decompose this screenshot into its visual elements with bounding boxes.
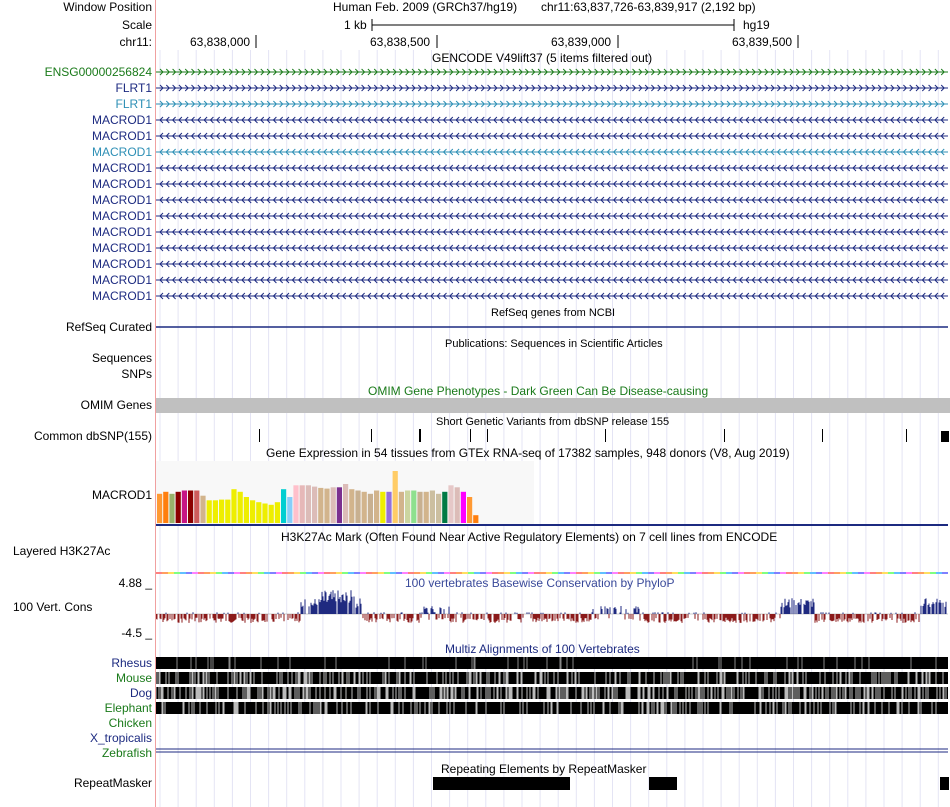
h3k-segment — [342, 572, 348, 574]
h3k-segment — [888, 572, 894, 574]
h3k-segment — [408, 572, 414, 574]
gtex-bar — [225, 500, 230, 523]
tick-label: 63,839,500 — [732, 35, 793, 49]
h3k-segment — [396, 572, 402, 574]
position-text: chr11:63,837,726-63,839,917 (2,192 bp) — [541, 0, 756, 14]
assembly-text: Human Feb. 2009 (GRCh37/hg19) — [333, 0, 518, 14]
h3k-segment — [252, 572, 258, 574]
h3k-segment — [510, 572, 516, 574]
gtex-bar — [343, 484, 348, 523]
h3k-segment — [354, 572, 360, 574]
gtex-bar — [417, 492, 422, 523]
gtex-title: Gene Expression in 54 tissues from GTEx RNA-seq of 17382 samples, 948 donors (V8, Aug 2019) — [266, 446, 790, 460]
gtex-bar — [355, 491, 360, 524]
h3k-segment — [318, 572, 324, 574]
h3k-segment — [882, 572, 888, 574]
pubs-snps-label[interactable]: SNPs — [121, 367, 152, 381]
h3k-segment — [498, 572, 504, 574]
gtex-bar — [312, 487, 317, 523]
gtex-bar — [374, 491, 379, 524]
h3k-segment — [174, 572, 180, 574]
alignment-block — [156, 657, 948, 669]
h3k-segment — [360, 572, 366, 574]
h3k-segment — [222, 572, 228, 574]
repeatmasker-track[interactable] — [433, 777, 949, 790]
h3k-segment — [858, 572, 864, 574]
multiz-track[interactable] — [156, 657, 948, 752]
snp-mark — [371, 429, 372, 442]
gene-label[interactable]: MACROD1 — [91, 145, 152, 159]
gtex-bar — [455, 487, 460, 523]
gtex-bar — [269, 505, 274, 523]
species-label[interactable]: Dog — [129, 686, 152, 700]
h3k-segment — [786, 572, 792, 574]
gtex-bar — [442, 492, 447, 523]
h3k-segment — [648, 572, 654, 574]
h3k-segment — [900, 572, 906, 574]
tick-label: 63,839,000 — [551, 35, 612, 49]
h3k-segment — [162, 572, 168, 574]
h3k-segment — [708, 572, 714, 574]
h3k-segment — [426, 572, 432, 574]
omim-label[interactable]: OMIM Genes — [80, 398, 152, 412]
h3k27ac-track[interactable] — [156, 572, 948, 574]
gtex-bar — [430, 491, 435, 524]
h3k-segment — [936, 572, 942, 574]
h3k-segment — [528, 572, 534, 574]
db-text: hg19 — [743, 18, 770, 32]
h3k-segment — [594, 572, 600, 574]
gtex-bar — [473, 515, 478, 523]
gtex-bar — [393, 471, 398, 523]
h3k-segment — [630, 572, 636, 574]
h3k-segment — [792, 572, 798, 574]
gtex-bar — [207, 500, 212, 523]
h3k-segment — [156, 572, 162, 574]
h3k-segment — [732, 572, 738, 574]
h3k-segment — [168, 572, 174, 574]
species-label[interactable]: X_tropicalis — [89, 731, 152, 745]
h3k-segment — [600, 572, 606, 574]
gene-label[interactable]: MACROD1 — [91, 177, 152, 191]
gtex-bar — [157, 494, 162, 523]
h3k-segment — [768, 572, 774, 574]
phylop-negative — [156, 614, 919, 623]
omim-track[interactable] — [156, 398, 950, 413]
gtex-bar — [337, 487, 342, 523]
omim-bar — [156, 398, 950, 413]
h3k-segment — [432, 572, 438, 574]
gtex-bar — [176, 492, 181, 523]
label-divider — [155, 0, 156, 807]
h3k-segment — [804, 572, 810, 574]
h3k-segment — [558, 572, 564, 574]
h3k-segment — [474, 572, 480, 574]
h3k-segment — [306, 572, 312, 574]
h3k-segment — [534, 572, 540, 574]
repeatmasker-label[interactable]: RepeatMasker — [73, 776, 152, 790]
gtex-bar — [231, 489, 236, 523]
phylop-title: 100 vertebrates Basewise Conservation by PhyloP — [405, 576, 675, 590]
gtex-bar — [300, 485, 305, 523]
h3k-segment — [846, 572, 852, 574]
ruler-track[interactable] — [256, 19, 798, 48]
gtex-bar — [436, 494, 441, 523]
h3k-segment — [228, 572, 234, 574]
h3k-segment — [570, 572, 576, 574]
h3k-segment — [270, 572, 276, 574]
refseq-title: RefSeq genes from NCBI — [491, 307, 616, 319]
gene-label[interactable]: FLRT1 — [115, 97, 152, 111]
h3k-segment — [690, 572, 696, 574]
h3k-segment — [798, 572, 804, 574]
window-position-label: Window Position — [63, 0, 152, 14]
h3k-segment — [678, 572, 684, 574]
repeat-element — [433, 777, 570, 790]
h3k-segment — [930, 572, 936, 574]
h3k-segment — [246, 572, 252, 574]
gtex-bar — [219, 500, 224, 523]
species-label[interactable]: Elephant — [104, 701, 152, 715]
omim-title: OMIM Gene Phenotypes - Dark Green Can Be Disease-causing — [368, 384, 709, 398]
repeat-element — [940, 777, 949, 790]
h3k-segment — [636, 572, 642, 574]
h3k-segment — [264, 572, 270, 574]
gtex-bar — [448, 485, 453, 523]
h3k-segment — [912, 572, 918, 574]
gtex-bar — [461, 492, 466, 523]
dbsnp-track[interactable] — [259, 429, 949, 442]
h3k-segment — [684, 572, 690, 574]
h3k-segment — [372, 572, 378, 574]
h3k-segment — [468, 572, 474, 574]
h3k-segment — [462, 572, 468, 574]
gtex-bar — [386, 492, 391, 523]
species-label[interactable]: Mouse — [115, 671, 152, 685]
gtex-bar — [275, 502, 280, 523]
h3k-segment — [924, 572, 930, 574]
h3k-segment — [240, 572, 246, 574]
pubs-title: Publications: Sequences in Scientific Articles — [445, 338, 663, 350]
snp-mark — [822, 429, 823, 442]
h3k-segment — [738, 572, 744, 574]
h3k-segment — [822, 572, 828, 574]
h3k-segment — [642, 572, 648, 574]
h3k-segment — [834, 572, 840, 574]
gene-label[interactable]: MACROD1 — [91, 289, 152, 303]
h3k-segment — [522, 572, 528, 574]
scale-label: Scale — [121, 18, 152, 32]
h3k-segment — [366, 572, 372, 574]
h3k-segment — [504, 572, 510, 574]
h3k-segment — [810, 572, 816, 574]
gtex-bar — [380, 492, 385, 523]
h3k-segment — [540, 572, 546, 574]
h3k-segment — [942, 572, 948, 574]
gene-label[interactable]: MACROD1 — [91, 241, 152, 255]
gtex-bar — [306, 485, 311, 523]
gtex-bar — [182, 491, 187, 524]
gtex-bar — [318, 488, 323, 523]
gtex-bar — [163, 492, 168, 523]
gtex-bar — [200, 496, 205, 523]
snp-mark — [605, 429, 606, 442]
h3k-segment — [852, 572, 858, 574]
h3k-segment — [378, 572, 384, 574]
h3k-segment — [180, 572, 186, 574]
gtex-bar — [194, 491, 199, 524]
gene-label[interactable]: MACROD1 — [91, 113, 152, 127]
h3k-segment — [300, 572, 306, 574]
h3k-segment — [414, 572, 420, 574]
gtex-track[interactable] — [156, 461, 948, 525]
repeatmasker-title: Repeating Elements by RepeatMasker — [441, 762, 647, 776]
repeat-element — [649, 777, 677, 790]
snp-mark — [259, 429, 260, 442]
gtex-bar — [411, 491, 416, 524]
track-labels — [0, 0, 155, 807]
h3k-segment — [756, 572, 762, 574]
phylop-label[interactable]: 100 Vert. Cons — [13, 600, 93, 614]
h3k-segment — [420, 572, 426, 574]
gtex-bar — [349, 489, 354, 523]
h3k-segment — [276, 572, 282, 574]
h3k-segment — [840, 572, 846, 574]
h3k-segment — [402, 572, 408, 574]
gtex-bar — [281, 489, 286, 523]
h3k-segment — [480, 572, 486, 574]
h3k-segment — [444, 572, 450, 574]
h3k-segment — [450, 572, 456, 574]
h3k-segment — [864, 572, 870, 574]
gene-label[interactable]: MACROD1 — [91, 129, 152, 143]
h3k-segment — [564, 572, 570, 574]
gencode-title: GENCODE V49lift37 (5 items filtered out) — [432, 51, 653, 65]
h3k-segment — [714, 572, 720, 574]
chrom-label: chr11: — [119, 35, 152, 49]
gtex-bar — [188, 491, 193, 524]
h3k-segment — [324, 572, 330, 574]
tick-label: 63,838,500 — [370, 35, 431, 49]
species-label[interactable]: Chicken — [108, 716, 152, 730]
gtex-bar — [399, 492, 404, 523]
multiz-title: Multiz Alignments of 100 Vertebrates — [445, 642, 640, 656]
gene-label[interactable]: MACROD1 — [91, 193, 152, 207]
h3k-segment — [576, 572, 582, 574]
snp-mark — [419, 429, 421, 442]
gtex-bar — [262, 504, 267, 524]
h3k-segment — [234, 572, 240, 574]
gtex-bar — [331, 487, 336, 523]
refseq-label[interactable]: RefSeq Curated — [65, 320, 152, 334]
gene-label[interactable]: MACROD1 — [91, 273, 152, 287]
h3k-segment — [612, 572, 618, 574]
h3k-segment — [618, 572, 624, 574]
h3k-segment — [438, 572, 444, 574]
h3k-segment — [918, 572, 924, 574]
gtex-bar — [405, 491, 410, 524]
h3k-segment — [672, 572, 678, 574]
gtex-bar — [250, 500, 255, 523]
gtex-bar — [256, 502, 261, 523]
h3k-segment — [312, 572, 318, 574]
h3k27ac-label[interactable]: Layered H3K27Ac — [13, 544, 111, 558]
tick-label: 63,838,000 — [190, 35, 251, 49]
gene-label[interactable]: MACROD1 — [91, 161, 152, 175]
gene-label[interactable]: MACROD1 — [91, 225, 152, 239]
h3k-segment — [486, 572, 492, 574]
snp-mark — [470, 429, 471, 442]
gtex-bar — [424, 492, 429, 523]
h3k-segment — [870, 572, 876, 574]
h3k-segment — [774, 572, 780, 574]
h3k-segment — [282, 572, 288, 574]
pubs-sequences-label[interactable]: Sequences — [91, 351, 152, 365]
h3k-segment — [216, 572, 222, 574]
gtex-bar — [293, 485, 298, 523]
gtex-bar — [324, 489, 329, 523]
h3k-segment — [582, 572, 588, 574]
h3k-segment — [336, 572, 342, 574]
gene-label[interactable]: FLRT1 — [115, 81, 152, 95]
phylop-track[interactable] — [156, 590, 948, 623]
h3k-segment — [828, 572, 834, 574]
h3k-segment — [516, 572, 522, 574]
dbsnp-label[interactable]: Common dbSNP(155) — [33, 429, 152, 443]
h3k27ac-title: H3K27Ac Mark (Often Found Near Active Regulatory Elements) on 7 cell lines from ENCODE — [281, 530, 778, 544]
phylop-max-label: 4.88 _ — [118, 576, 152, 590]
h3k-segment — [720, 572, 726, 574]
snp-mark — [724, 429, 725, 442]
h3k-segment — [492, 572, 498, 574]
h3k-segment — [606, 572, 612, 574]
gtex-bar — [362, 492, 367, 523]
h3k-segment — [780, 572, 786, 574]
h3k-segment — [348, 572, 354, 574]
gene-label[interactable]: MACROD1 — [91, 209, 152, 223]
h3k-segment — [204, 572, 210, 574]
species-label[interactable]: Zebrafish — [101, 746, 152, 760]
h3k-segment — [588, 572, 594, 574]
h3k-segment — [186, 572, 192, 574]
h3k-segment — [258, 572, 264, 574]
h3k-segment — [294, 572, 300, 574]
h3k-segment — [330, 572, 336, 574]
snp-mark — [941, 431, 949, 442]
gtex-bar — [244, 497, 249, 523]
phylop-positive — [166, 590, 946, 614]
h3k-segment — [456, 572, 462, 574]
gtex-bar — [169, 494, 174, 523]
h3k-segment — [876, 572, 882, 574]
h3k-segment — [198, 572, 204, 574]
species-label[interactable]: Rhesus — [111, 656, 152, 670]
h3k-segment — [696, 572, 702, 574]
gtex-bar — [238, 492, 243, 523]
h3k-segment — [210, 572, 216, 574]
gencode-track[interactable] — [156, 69, 948, 299]
snp-mark — [487, 429, 488, 442]
h3k-segment — [906, 572, 912, 574]
gene-label[interactable]: MACROD1 — [91, 257, 152, 271]
alignment-block — [156, 672, 948, 684]
h3k-segment — [624, 572, 630, 574]
snp-mark — [906, 429, 907, 442]
h3k-segment — [654, 572, 660, 574]
gtex-bar — [368, 494, 373, 523]
h3k-segment — [816, 572, 822, 574]
h3k-segment — [552, 572, 558, 574]
h3k-segment — [750, 572, 756, 574]
h3k-segment — [546, 572, 552, 574]
h3k-segment — [762, 572, 768, 574]
h3k-segment — [192, 572, 198, 574]
h3k-segment — [894, 572, 900, 574]
gtex-bar — [213, 500, 218, 523]
scale-text: 1 kb — [344, 18, 367, 32]
dbsnp-title: Short Genetic Variants from dbSNP release 155 — [436, 416, 670, 428]
phylop-min-label: -4.5 _ — [121, 626, 152, 640]
h3k-segment — [702, 572, 708, 574]
gtex-bar — [467, 497, 472, 523]
h3k-segment — [390, 572, 396, 574]
h3k-segment — [288, 572, 294, 574]
h3k-segment — [666, 572, 672, 574]
gene-label[interactable]: ENSG00000256824 — [44, 65, 152, 79]
h3k-segment — [384, 572, 390, 574]
h3k-segment — [660, 572, 666, 574]
gtex-bar — [287, 497, 292, 523]
h3k-segment — [726, 572, 732, 574]
gtex-label[interactable]: MACROD1 — [91, 488, 152, 502]
h3k-segment — [744, 572, 750, 574]
